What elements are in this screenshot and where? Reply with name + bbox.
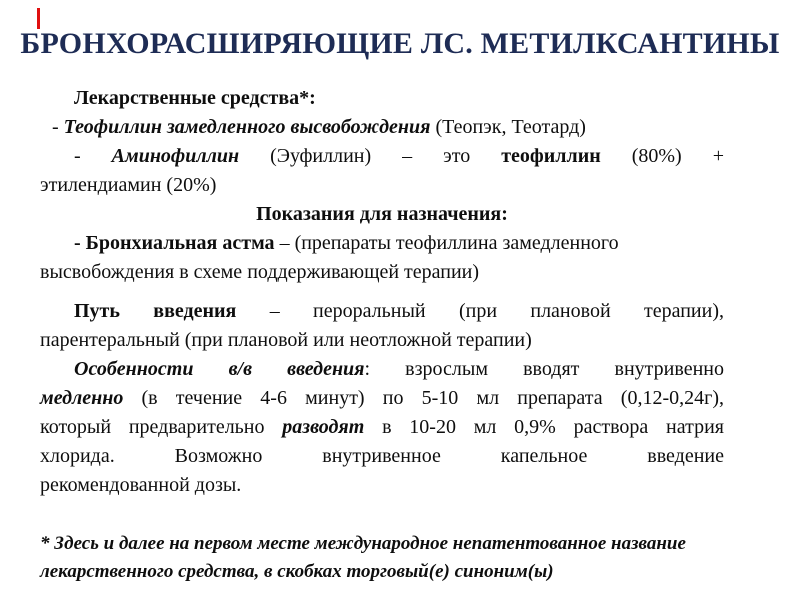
text-segment: хлорида. Возможно внутривенное капельное введение <box>40 445 724 467</box>
text-segment: - Бронхиальная астма <box>74 232 275 254</box>
text-segment: (Эуфиллин) – это <box>239 145 502 167</box>
text-segment: * Здесь и далее на первом месте международное непатентованное название <box>40 533 686 554</box>
text-segment: Путь введения <box>74 300 237 322</box>
text-segment: который предварительно <box>40 416 283 438</box>
iv-features-line4 <box>40 442 724 471</box>
slide-body <box>40 84 724 500</box>
route-line2 <box>40 326 724 355</box>
iv-features-line3 <box>40 413 724 442</box>
iv-features-line1 <box>40 355 724 384</box>
text-segment: в 10-20 мл 0,9% раствора натрия <box>364 416 724 438</box>
text-segment: Особенности в/в введения <box>74 358 365 380</box>
text-segment: разводят <box>282 416 365 438</box>
text-segment: Показания для назначения: <box>256 203 508 225</box>
text-segment: теофиллин <box>501 145 601 167</box>
footnote <box>40 530 750 586</box>
text-segment: этилендиамин (20%) <box>40 174 217 196</box>
text-segment: – (препараты теофиллина замедленного <box>274 232 619 254</box>
footnote-line2 <box>40 558 750 586</box>
drugs-list-header <box>40 84 724 113</box>
route-line1 <box>40 297 724 326</box>
text-segment: - <box>74 145 112 167</box>
text-segment: Теофиллин замедленного высвобождения <box>63 116 431 138</box>
asthma-item-line1 <box>40 229 724 258</box>
text-segment: Аминофиллин <box>111 145 240 167</box>
indications-header <box>40 200 724 229</box>
text-segment: (в течение 4-6 минут) по 5-10 мл препарата (0,12-0,24г), <box>123 387 724 409</box>
text-segment: - <box>52 116 64 138</box>
iv-features-line2 <box>40 384 724 413</box>
text-segment: лекарственного средства, в скобках торговый(е) синоним(ы) <box>40 561 554 582</box>
aminophylline-item-line2 <box>40 171 724 200</box>
text-segment: высвобождения в схеме поддерживающей терапии) <box>40 261 480 283</box>
iv-features-line5 <box>40 471 724 500</box>
theophylline-item <box>40 113 724 142</box>
footnote-line1 <box>40 530 750 558</box>
slide-title: БРОНХОРАСШИРЯЮЩИЕ ЛС. МЕТИЛКСАНТИНЫ <box>20 27 780 60</box>
text-segment: (80%) + <box>600 145 724 167</box>
text-segment: Лекарственные средства*: <box>74 87 316 109</box>
text-segment: рекомендованной дозы. <box>40 474 242 496</box>
text-segment: медленно <box>40 387 124 409</box>
text-segment: (Теопэк, Теотард) <box>430 116 586 138</box>
text-segment: парентеральный (при плановой или неотложной терапии) <box>40 329 532 351</box>
text-segment: : взрослым вводят внутривенно <box>364 358 724 380</box>
asthma-item-line2 <box>40 258 724 287</box>
aminophylline-item-line1 <box>40 142 724 171</box>
red-cursor-mark <box>37 8 40 29</box>
text-segment: – пероральный (при плановой терапии), <box>236 300 724 322</box>
